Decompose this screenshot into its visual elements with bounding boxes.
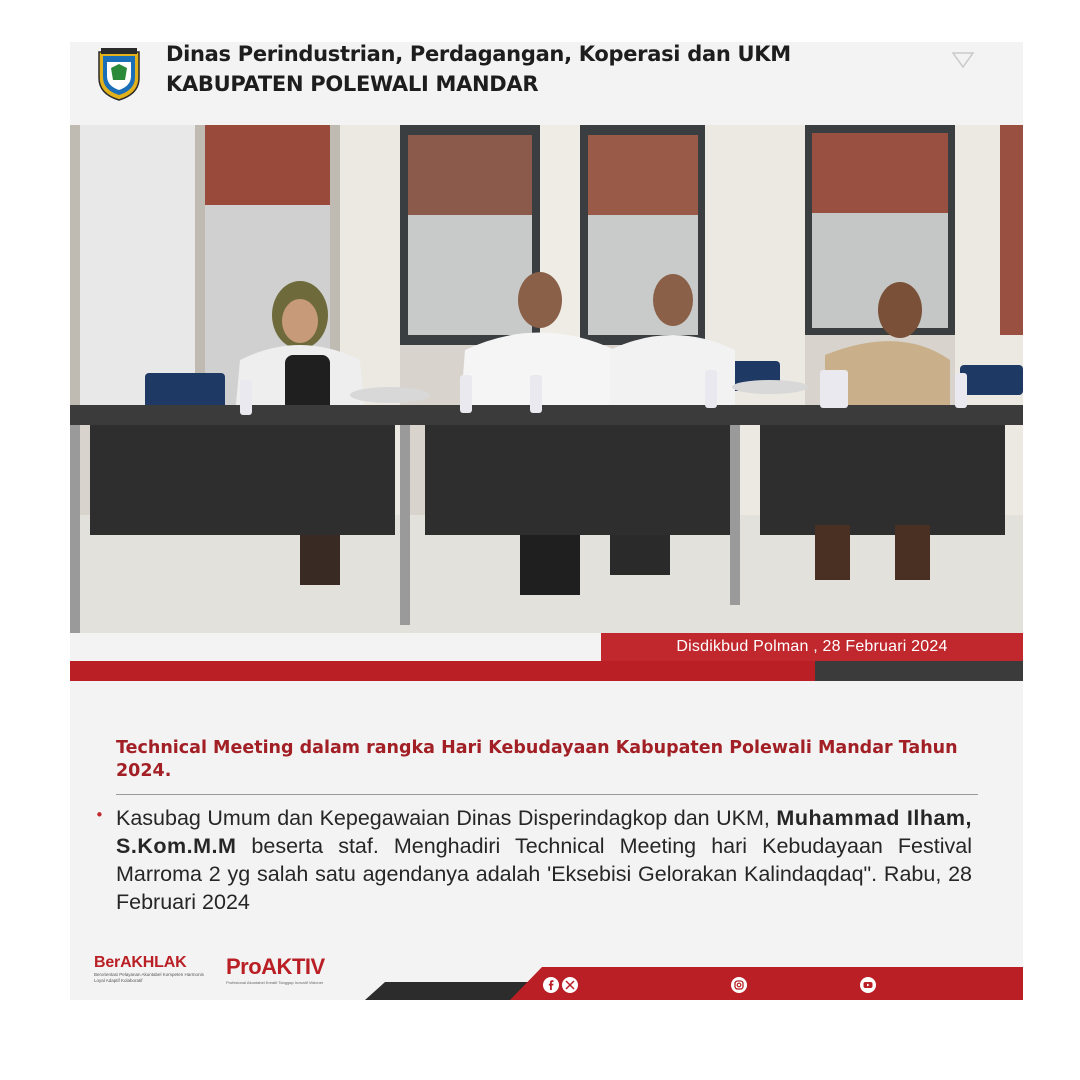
body-text-end: beserta staf. Menghadiri Technical Meeting hari Kebudayaan Festival Marroma 2 yg salah satu agendanya adalah 'Eksebisi Gelorakan Kalindaqdaq". Rabu, 28 Februari 2024 [116, 834, 972, 914]
news-card [70, 42, 1023, 1000]
facebook-icon[interactable] [543, 977, 559, 993]
red-divider-strip [70, 661, 815, 681]
body-text-name: Muhammad Ilham, S.Kom.M.M [116, 806, 972, 858]
regency-name: KABUPATEN POLEWALI MANDAR [166, 72, 539, 96]
berakhlak-title: BerAKHLAK [94, 954, 187, 971]
triangle-decoration-icon [951, 50, 975, 70]
dark-divider-strip [815, 661, 1023, 681]
title-divider [116, 794, 978, 795]
article-title: Technical Meeting dalam rangka Hari Kebudayaan Kabupaten Polewali Mandar Tahun 2024. [116, 738, 958, 781]
body-text-start: Kasubag Umum dan Kepegawaian Dinas Disperindagkop dan UKM, [116, 806, 777, 830]
youtube-icon[interactable] [860, 977, 876, 993]
photo-caption: Disdikbud Polman , 28 Februari 2024 [601, 633, 1023, 661]
proaktiv-subtitle: Profesional Akuntabel Kreatif Tanggap Inovatif Visioner [226, 980, 324, 985]
berakhlak-logo [94, 954, 224, 998]
berakhlak-subtitle: Berorientasi Pelayanan Akuntabel Kompeten Harmonis Loyal Adaptif Kolaboratif [94, 972, 204, 983]
proaktiv-logo [226, 954, 366, 998]
polewali-mandar-emblem-icon [95, 46, 143, 102]
article-body [116, 804, 972, 916]
bullet-dot-icon: • [95, 806, 104, 824]
meeting-photo [70, 125, 1023, 633]
footer-red-band [510, 967, 1023, 1000]
header [70, 42, 1023, 125]
instagram-icon[interactable] [731, 977, 747, 993]
organization-name: Dinas Perindustrian, Perdagangan, Koperasi dan UKM [166, 42, 791, 66]
proaktiv-title: ProAKTIV [226, 954, 325, 979]
x-icon[interactable] [562, 977, 578, 993]
